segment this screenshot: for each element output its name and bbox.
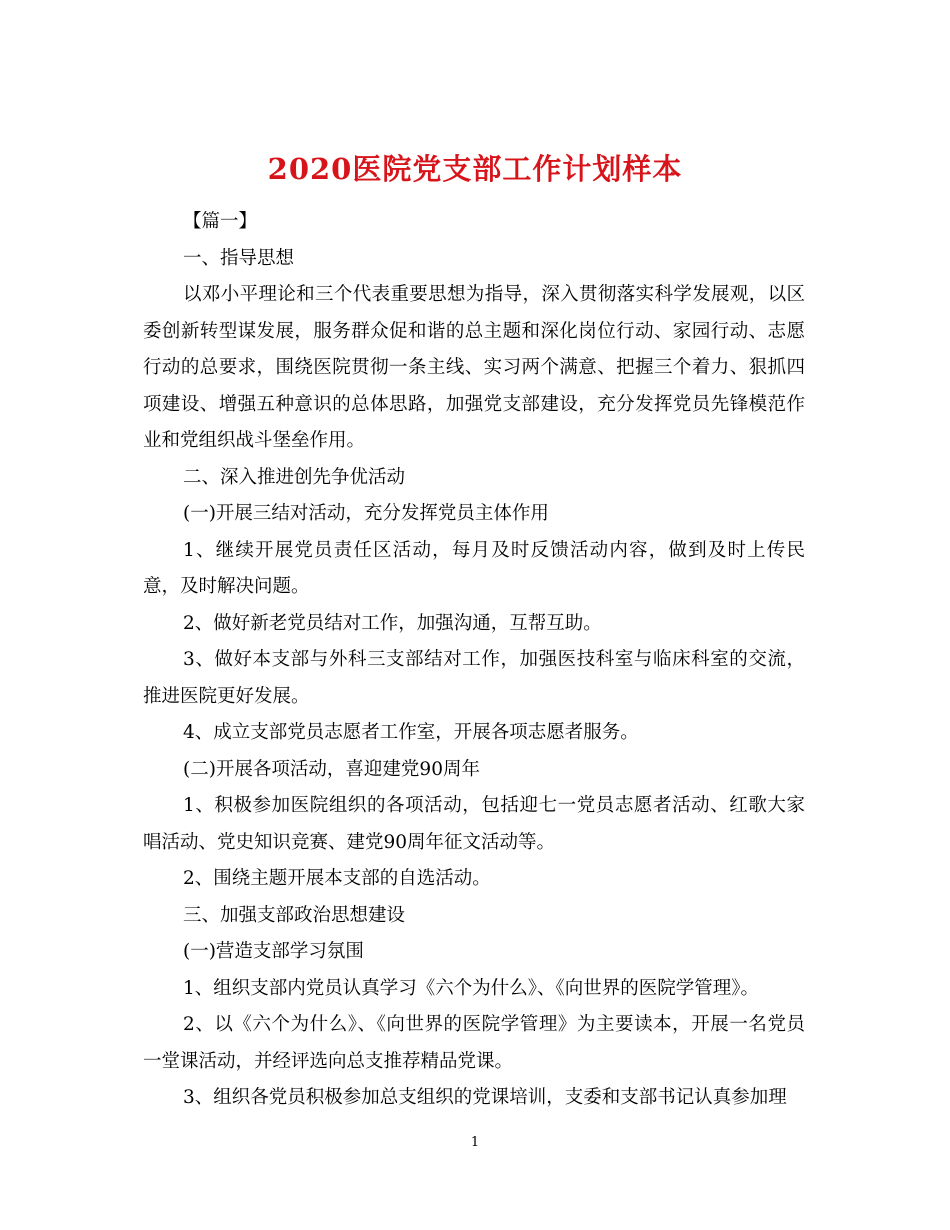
list-item-volunteer-office: 4、成立支部党员志愿者工作室，开展各项志愿者服务。 [183,722,639,743]
section-heading-guiding-thought: 一、指导思想 [183,247,295,269]
list-item-branch-pairing: 3、做好本支部与外科三支部结对工作，加强医技科室与临床科室的交流，推进医院更好发展。 [143,649,805,707]
list-item-responsibility-area: 1、继续开展党员责任区活动，每月及时反馈活动内容，做到及时上传民意，及时解决问题。 [143,539,805,597]
list-item-hospital-activities: 1、积极参加医院组织的各项活动，包括迎七一党员志愿者活动、红歌大家唱活动、党史知识竞赛、建党90周年征文活动等。 [143,795,805,853]
document-title: 2020医院党支部工作计划样本 [267,152,683,187]
subsection-heading-three-pairings: (一)开展三结对活动，充分发挥党员主体作用 [183,503,549,524]
page-number: 1 [470,1135,480,1150]
list-item-party-lecture: 2、以《六个为什么》、《向世界的医院学管理》为主要读本，开展一名党员一堂课活动，并经评选向总支推荐精品党课。 [143,1014,805,1072]
section-heading-political-development: 三、加强支部政治思想建设 [183,904,406,926]
paragraph-guiding-thought: 以邓小平理论和三个代表重要思想为指导，深入贯彻落实科学发展观，以区委创新转型谋发展，服务群众促和谐的总主题和深化岗位行动、家园行动、志愿行动的总要求，围绕医院贯彻一条主线、实习两个满意、把握三个着力、狠抓四项建设、增强五种意识的总体思路，加强党支部建设，充分发挥党员先锋模范作业和党组织战斗堡垒作用。 [143,284,805,451]
list-item-branch-activities: 2、围绕主题开展本支部的自选活动。 [183,868,491,889]
subsection-heading-anniversary-activities: (二)开展各项活动，喜迎建党90周年 [183,758,480,780]
list-item-member-pairing: 2、做好新老党员结对工作，加强沟通，互帮互助。 [183,612,602,634]
list-item-study-books: 1、组织支部内党员认真学习《六个为什么》、《向世界的医院学管理》。 [183,977,760,999]
section-heading-excellence-activities: 二、深入推进创先争优活动 [183,466,406,488]
section-heading-article-1: 【篇一】 [183,211,258,232]
list-item-training: 3、组织各党员积极参加总支组织的党课培训，支委和支部书记认真参加理 [183,1087,787,1108]
subsection-heading-learning-atmosphere: (一)营造支部学习氛围 [183,941,364,962]
document-body [143,204,805,1117]
